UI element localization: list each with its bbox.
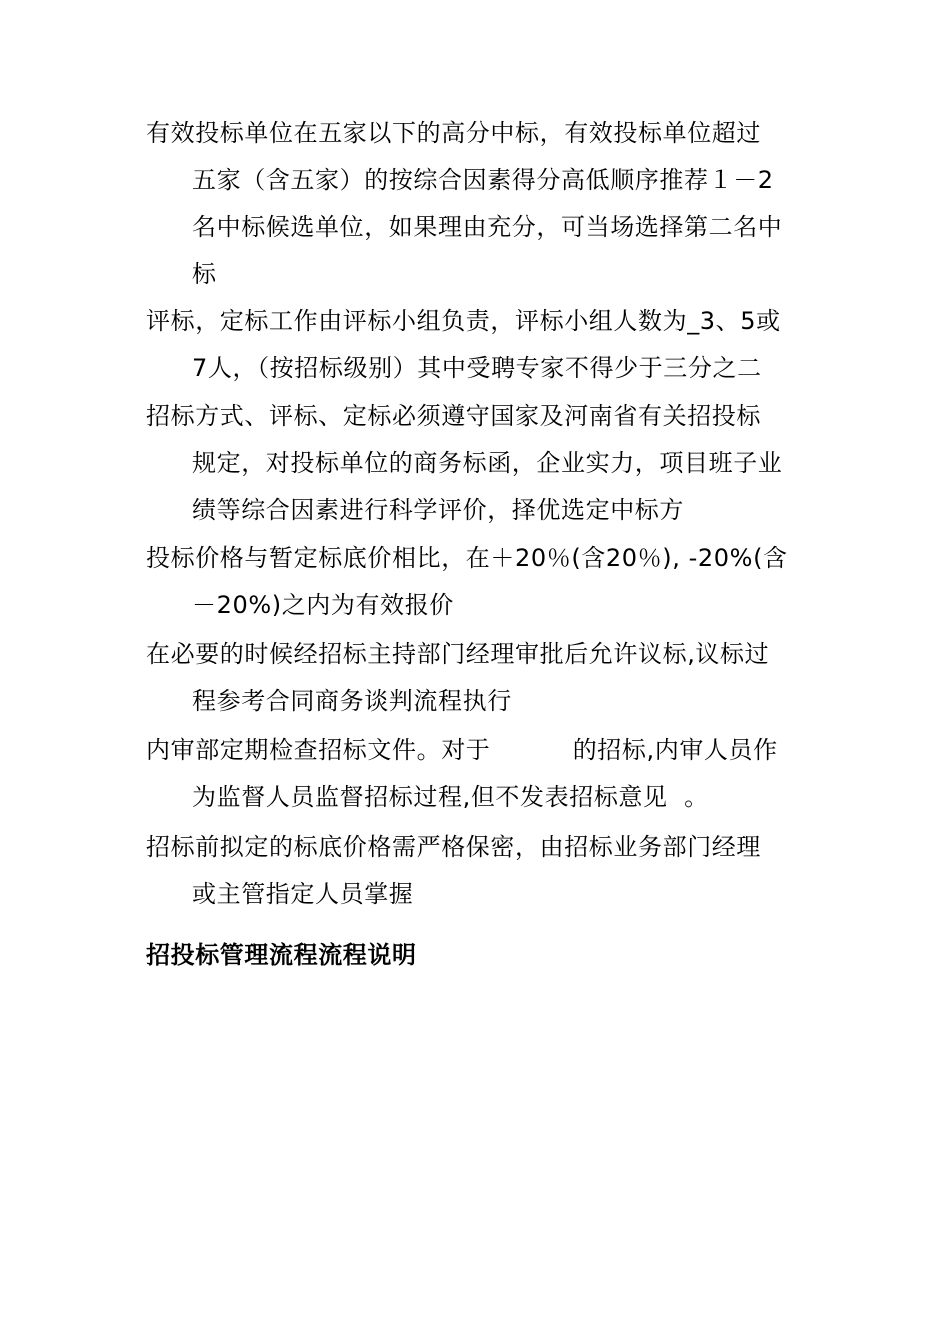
paragraph-2 bbox=[146, 298, 826, 392]
paragraph-line: 评标，定标工作由评标小组负责，评标小组人数为_3、5或 bbox=[146, 307, 781, 335]
paragraph-line: 内审部定期检查招标文件。对于 的招标,内审人员作 bbox=[146, 736, 778, 764]
paragraph-line: 有效投标单位在五家以下的高分中标，有效投标单位超过 bbox=[146, 119, 761, 147]
paragraph-4 bbox=[146, 535, 826, 629]
paragraph-line: 名中标候选单位，如果理由充分，可当场选择第二名中 bbox=[192, 213, 783, 241]
paragraph-line: 规定，对投标单位的商务标函，企业实力，项目班子业 bbox=[192, 449, 783, 477]
paragraph-line: 或主管指定人员掌握 bbox=[192, 880, 414, 908]
paragraph-line: 投标价格与暂定标底价相比，在＋20％(含20％), -20%(含 bbox=[146, 544, 788, 572]
paragraph-1 bbox=[146, 110, 826, 298]
paragraph-line: 招标前拟定的标底价格需严格保密，由招标业务部门经理 bbox=[146, 833, 761, 861]
paragraph-line: －20%)之内为有效报价 bbox=[192, 591, 454, 619]
paragraph-line: 为监督人员监督招标过程,但不发表招标意见 。 bbox=[192, 783, 709, 811]
paragraph-line: 招标方式、评标、定标必须遵守国家及河南省有关招投标 bbox=[146, 402, 761, 430]
section-heading: 招投标管理流程流程说明 bbox=[146, 941, 417, 969]
paragraph-7 bbox=[146, 824, 826, 918]
paragraph-line: 五家（含五家）的按综合因素得分高低顺序推荐１－2 bbox=[192, 166, 774, 194]
paragraph-line: 绩等综合因素进行科学评价，择优选定中标方 bbox=[192, 496, 684, 524]
paragraph-6 bbox=[146, 727, 826, 821]
paragraph-line: 程参考合同商务谈判流程执行 bbox=[192, 687, 512, 715]
paragraph-5 bbox=[146, 631, 826, 725]
paragraph-line: 7人，（按招标级别）其中受聘专家不得少于三分之二 bbox=[192, 354, 762, 382]
paragraph-3 bbox=[146, 393, 826, 534]
paragraph-line: 在必要的时候经招标主持部门经理审批后允许议标,议标过 bbox=[146, 640, 770, 668]
paragraph-line: 标 bbox=[192, 260, 217, 288]
